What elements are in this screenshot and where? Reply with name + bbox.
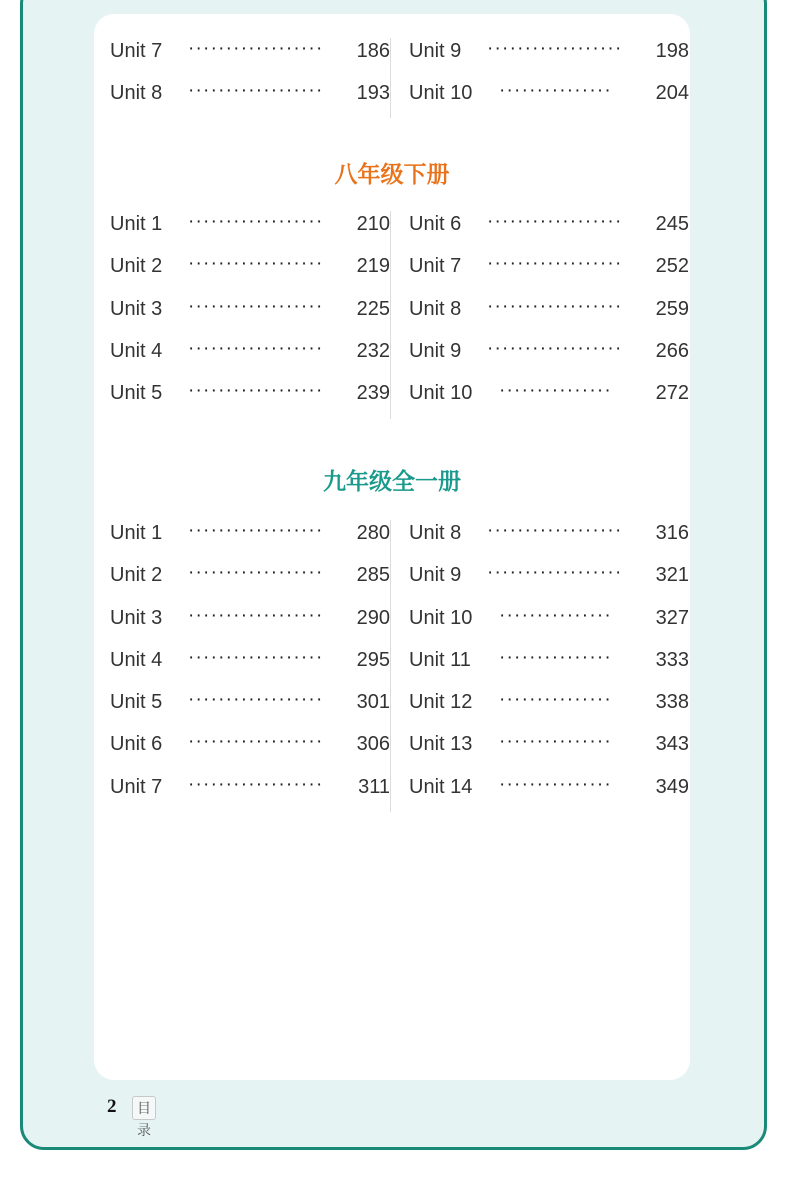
toc-entry-unit: Unit 9 — [409, 564, 462, 587]
toc-entry-page: 321 — [655, 564, 689, 587]
toc-entry-unit: Unit 9 — [409, 339, 462, 362]
column-divider — [390, 211, 391, 419]
toc-entry-page: 285 — [356, 564, 390, 587]
toc-entry-unit: Unit 2 — [110, 255, 163, 278]
toc-entry-leader: ··············· — [499, 773, 612, 795]
toc-entry[interactable] — [110, 516, 390, 558]
toc-entry[interactable] — [409, 516, 689, 558]
toc-entry[interactable] — [110, 643, 390, 685]
toc-entry-unit: Unit 1 — [110, 213, 163, 235]
toc-entry-unit: Unit 5 — [110, 382, 163, 405]
toc-entry-leader: ··············· — [499, 731, 612, 753]
toc-entry-page: 316 — [655, 522, 689, 544]
toc-entry-leader: ·················· — [487, 337, 623, 359]
toc-entry-leader: ·················· — [188, 731, 324, 753]
toc-entry-unit: Unit 5 — [110, 691, 163, 714]
toc-entry[interactable] — [409, 558, 689, 600]
toc-entry-unit: Unit 8 — [409, 522, 462, 544]
toc-entry[interactable] — [110, 207, 390, 249]
toc-entry-leader: ·················· — [188, 295, 324, 317]
toc-entry-leader: ··············· — [499, 646, 612, 668]
toc-entry-unit: Unit 14 — [409, 775, 473, 798]
toc-entry-page: 225 — [356, 297, 390, 320]
toc-entry-page: 333 — [655, 648, 689, 671]
toc-entry-leader: ·················· — [188, 380, 324, 402]
toc-entry-leader: ··············· — [499, 380, 612, 402]
toc-entry-leader: ·················· — [188, 773, 324, 795]
toc-entry[interactable] — [409, 76, 689, 118]
toc-entry-page: 232 — [356, 339, 390, 362]
toc-entry[interactable] — [409, 685, 689, 727]
toc-entry-page: 210 — [356, 213, 390, 235]
toc-entry[interactable] — [110, 292, 390, 334]
toc-entry-unit: Unit 10 — [409, 382, 473, 405]
toc-entry-page: 186 — [356, 40, 390, 62]
toc-column-left — [110, 207, 390, 418]
toc-entry-unit: Unit 7 — [110, 40, 163, 62]
toc-entry-leader: ·················· — [188, 520, 324, 541]
toc-entry-leader: ·················· — [487, 253, 623, 275]
toc-entry-leader: ·················· — [188, 80, 324, 102]
toc-entry-page: 295 — [356, 648, 390, 671]
toc-entry-leader: ·················· — [487, 562, 623, 584]
toc-entry-unit: Unit 3 — [110, 297, 163, 320]
toc-entry-unit: Unit 4 — [110, 339, 163, 362]
toc-entry-page: 245 — [655, 213, 689, 235]
toc-entry[interactable] — [110, 249, 390, 291]
page-number: 2 — [107, 1096, 117, 1117]
toc-entry-page: 272 — [655, 382, 689, 405]
toc-entry-leader: ·················· — [487, 520, 623, 541]
toc-entry-page: 290 — [356, 606, 390, 629]
toc-entry-unit: Unit 7 — [110, 775, 163, 798]
toc-entry-page: 327 — [655, 606, 689, 629]
toc-entry-leader: ·················· — [188, 646, 324, 668]
toc-entry-leader: ··············· — [499, 604, 612, 626]
toc-entry-page: 343 — [655, 733, 689, 756]
section-title-grade9: 九年级全一册 — [323, 468, 461, 494]
toc-entry-unit: Unit 13 — [409, 733, 473, 756]
toc-entry-leader: ·················· — [188, 337, 324, 359]
toc-column-left — [110, 34, 390, 119]
toc-entry-leader: ·················· — [188, 562, 324, 584]
toc-entry-unit: Unit 1 — [110, 522, 163, 544]
toc-entry-page: 252 — [655, 255, 689, 278]
toc-entry-page: 280 — [356, 522, 390, 544]
toc-entry[interactable] — [110, 34, 390, 76]
toc-entry-leader: ··············· — [499, 80, 612, 102]
toc-entry[interactable] — [110, 685, 390, 727]
toc-entry-leader: ·················· — [188, 211, 324, 232]
toc-entry[interactable] — [110, 558, 390, 600]
toc-entry-unit: Unit 10 — [409, 82, 473, 105]
toc-entry-unit: Unit 8 — [409, 297, 462, 320]
toc-column-right — [409, 207, 689, 418]
toc-card — [94, 14, 690, 1080]
toc-entry-unit: Unit 10 — [409, 606, 473, 629]
toc-entry-page: 204 — [655, 82, 689, 105]
toc-entry[interactable] — [409, 207, 689, 249]
toc-entry[interactable] — [409, 643, 689, 685]
toc-entry-leader: ·················· — [188, 689, 324, 711]
toc-entry-page: 259 — [655, 297, 689, 320]
toc-entry-page: 349 — [655, 775, 689, 798]
toc-entry[interactable] — [409, 376, 689, 418]
toc-entry-page: 306 — [356, 733, 390, 756]
toc-entry-leader: ·················· — [487, 38, 623, 59]
toc-entry-leader: ··············· — [499, 689, 612, 711]
toc-entry-page: 301 — [356, 691, 390, 714]
toc-column-right — [409, 34, 689, 119]
toc-entry[interactable] — [409, 770, 689, 812]
toc-entry-leader: ·················· — [188, 253, 324, 275]
toc-entry-unit: Unit 2 — [110, 564, 163, 587]
toc-entry-page: 239 — [356, 382, 390, 405]
toc-entry-unit: Unit 4 — [110, 648, 163, 671]
toc-entry[interactable] — [110, 601, 390, 643]
toc-entry[interactable] — [110, 376, 390, 418]
toc-entry-unit: Unit 6 — [409, 213, 462, 235]
toc-column-left — [110, 516, 390, 812]
toc-entry-leader: ·················· — [487, 211, 623, 232]
toc-entry[interactable] — [110, 727, 390, 769]
toc-entry-unit: Unit 12 — [409, 691, 473, 714]
toc-entry-page: 311 — [358, 775, 390, 798]
toc-entry[interactable] — [110, 76, 390, 118]
toc-entry-unit: Unit 8 — [110, 82, 163, 105]
toc-entry-page: 266 — [655, 339, 689, 362]
toc-entry[interactable] — [110, 770, 390, 812]
toc-entry[interactable] — [409, 292, 689, 334]
column-divider — [390, 520, 391, 812]
toc-entry[interactable] — [409, 601, 689, 643]
toc-entry-page: 198 — [655, 40, 689, 62]
toc-entry-leader: ·················· — [188, 604, 324, 626]
toc-entry-leader: ·················· — [188, 38, 324, 59]
toc-entry-unit: Unit 9 — [409, 40, 462, 62]
section-title-grade8b: 八年级下册 — [334, 161, 450, 187]
toc-entry-page: 193 — [356, 82, 390, 105]
toc-entry-page: 219 — [356, 255, 390, 278]
toc-entry-unit: Unit 6 — [110, 733, 163, 756]
toc-entry[interactable] — [409, 334, 689, 376]
toc-column-right — [409, 516, 689, 812]
toc-entry[interactable] — [409, 727, 689, 769]
column-divider — [390, 38, 391, 118]
toc-entry-unit: Unit 11 — [409, 648, 471, 671]
toc-entry-unit: Unit 3 — [110, 606, 163, 629]
toc-entry-leader: ·················· — [487, 295, 623, 317]
toc-entry[interactable] — [110, 334, 390, 376]
toc-entry[interactable] — [409, 249, 689, 291]
toc-entry-page: 338 — [655, 691, 689, 714]
toc-entry-unit: Unit 7 — [409, 255, 462, 278]
toc-entry[interactable] — [409, 34, 689, 76]
section-tag: 目录 — [132, 1096, 156, 1120]
